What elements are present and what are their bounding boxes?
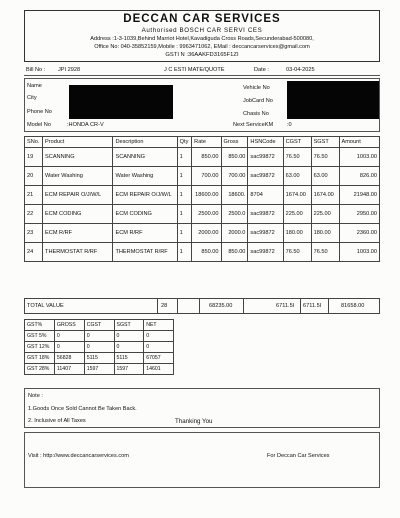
gst-sgst: 5115 — [114, 353, 144, 364]
gst-sgst: 0 — [114, 342, 144, 353]
cell-product: Water Washing — [43, 167, 113, 186]
next-service-label: Next ServiceKM — [233, 122, 274, 128]
cell-amount: 826.00 — [339, 167, 379, 186]
customer-details — [24, 78, 380, 132]
name-label: Name — [27, 83, 42, 89]
gst-header-sgst: SGST — [114, 320, 144, 331]
cell-product: ECM REPAIR O/J/W/L — [43, 186, 113, 205]
gst-row — [25, 342, 174, 353]
gst-net: 0 — [144, 331, 174, 342]
gst-gross: 56828 — [54, 353, 84, 364]
total-row — [24, 298, 380, 314]
cell-amount: 1003.00 — [339, 243, 379, 262]
cell-hsncode: sac99872 — [248, 205, 283, 224]
gst-row — [25, 331, 174, 342]
cell-qty: 1 — [177, 243, 191, 262]
cell-amount: 2950.00 — [339, 205, 379, 224]
table-row — [25, 186, 380, 205]
cell-sno: 23 — [25, 224, 43, 243]
cell-hsncode: sac99872 — [248, 224, 283, 243]
header-qty: Qty — [177, 137, 191, 148]
cell-description: ECM CODING — [113, 205, 177, 224]
cell-rate: 700.00 — [192, 167, 221, 186]
header-rate: Rate — [192, 137, 221, 148]
total-amount: 81658.00 — [341, 303, 365, 309]
cell-hsncode: sac99872 — [248, 243, 283, 262]
cell-qty: 1 — [177, 186, 191, 205]
cell-description: ECM REPAIR O/J/W/L — [113, 186, 177, 205]
cell-cgst: 1674.00 — [283, 186, 311, 205]
cell-hsncode: 8704 — [248, 186, 283, 205]
table-row — [25, 224, 380, 243]
gst-header-net: NET — [144, 320, 174, 331]
cell-description: SCANNING — [113, 148, 177, 167]
cell-gross: 700.00 — [221, 167, 248, 186]
gst-gross: 11407 — [54, 364, 84, 375]
bill-no: JPI 2928 — [58, 67, 81, 73]
gst-gross: 0 — [54, 342, 84, 353]
header-amount: Amount — [339, 137, 379, 148]
cell-product: ECM CODING — [43, 205, 113, 224]
header-description: Description — [113, 137, 177, 148]
gst-row — [25, 364, 174, 375]
total-gross: 68235.00 — [209, 303, 233, 309]
cell-description: Water Washing — [113, 167, 177, 186]
total-label: TOTAL VALUE — [27, 303, 64, 309]
cell-rate: 850.00 — [192, 148, 221, 167]
cell-hsncode: sac99872 — [248, 167, 283, 186]
cell-cgst: 225.00 — [283, 205, 311, 224]
thanking-you: Thanking You — [175, 418, 213, 425]
jobcard-label: JobCard No — [243, 98, 273, 104]
document-type: J C ESTI MATE/QUOTE — [164, 67, 225, 73]
phone-label: Phone No — [27, 109, 52, 115]
gst-net: 0 — [144, 342, 174, 353]
note-line-2: 2. Inclusive of All Taxes — [28, 418, 86, 424]
note-line-1: 1.Goods Once Sold Cannot Be Taken Back. — [28, 406, 137, 412]
items-table — [24, 136, 380, 262]
gst-rate: GST 12% — [25, 342, 55, 353]
cell-cgst: 180.00 — [283, 224, 311, 243]
gst-header-row — [25, 320, 174, 331]
cell-sno: 20 — [25, 167, 43, 186]
total-cgst: 6711.5I — [276, 303, 295, 309]
company-contact: Office No: 040-35852159,Mobile : 9963471062, EMail : deccancarservices@gmail.com — [94, 44, 310, 50]
cell-amount: 1003.00 — [339, 148, 379, 167]
cell-gross: 850.00 — [221, 243, 248, 262]
gst-rate: GST 28% — [25, 364, 55, 375]
model-label: Model No — [27, 122, 51, 128]
gst-cgst: 1597 — [84, 364, 114, 375]
gst-cgst: 0 — [84, 331, 114, 342]
table-row — [25, 205, 380, 224]
cell-rate: 2500.00 — [192, 205, 221, 224]
cell-description: ECM R/RF — [113, 224, 177, 243]
cell-qty: 1 — [177, 205, 191, 224]
cell-sno: 19 — [25, 148, 43, 167]
cell-cgst: 63.00 — [283, 167, 311, 186]
header-sno: SNo. — [25, 137, 43, 148]
total-qty: 28 — [161, 303, 168, 309]
cell-hsncode: sac99872 — [248, 148, 283, 167]
gst-net: 67057 — [144, 353, 174, 364]
cell-gross: 2500.0 — [221, 205, 248, 224]
cell-rate: 850.00 — [192, 243, 221, 262]
cell-qty: 1 — [177, 148, 191, 167]
cell-sgst: 1674.00 — [311, 186, 339, 205]
gst-header-cgst: CGST — [84, 320, 114, 331]
cell-cgst: 76.50 — [283, 148, 311, 167]
company-subtitle: Authorised BOSCH CAR SERVI CES — [141, 27, 263, 34]
cell-sgst: 76.50 — [311, 243, 339, 262]
gst-summary-table — [24, 319, 174, 375]
bill-info-row — [24, 65, 380, 76]
note-title: Note : — [28, 393, 43, 399]
notes-section — [24, 388, 380, 428]
total-sgst: 6711.5I — [303, 303, 322, 309]
items-header-row — [25, 137, 380, 148]
redacted-vehicle-block — [287, 81, 379, 119]
city-label: City — [27, 95, 37, 101]
cell-qty: 1 — [177, 224, 191, 243]
gst-rate: GST 5% — [25, 331, 55, 342]
cell-rate: 18600.00 — [192, 186, 221, 205]
gst-header-rate: GST% — [25, 320, 55, 331]
footer-section — [24, 432, 380, 488]
gst-cgst: 5115 — [84, 353, 114, 364]
cell-amount: 21948.00 — [339, 186, 379, 205]
company-gstin: GSTI N :36AAKFD3165F1ZI — [165, 52, 239, 58]
cell-rate: 2000.00 — [192, 224, 221, 243]
header-sgst: SGST — [311, 137, 339, 148]
date-label: Date : — [254, 67, 269, 73]
gst-gross: 0 — [54, 331, 84, 342]
cell-gross: 850.00 — [221, 148, 248, 167]
cell-sno: 22 — [25, 205, 43, 224]
cell-sgst: 63.00 — [311, 167, 339, 186]
redacted-customer-block — [69, 85, 173, 119]
invoice-header — [24, 10, 380, 62]
table-row — [25, 148, 380, 167]
next-service-value: :0 — [287, 122, 292, 128]
bill-date: 03-04-2025 — [286, 67, 315, 73]
cell-sno: 21 — [25, 186, 43, 205]
bill-no-label: Bill No : — [26, 67, 46, 73]
cell-sno: 24 — [25, 243, 43, 262]
gst-sgst: 1597 — [114, 364, 144, 375]
chassis-label: Chasis No — [243, 111, 269, 117]
gst-row — [25, 353, 174, 364]
gst-cgst: 0 — [84, 342, 114, 353]
cell-cgst: 76.50 — [283, 243, 311, 262]
cell-product: ECM R/RF — [43, 224, 113, 243]
cell-sgst: 180.00 — [311, 224, 339, 243]
cell-sgst: 76.50 — [311, 148, 339, 167]
vehicle-label: Vehicle No — [243, 85, 270, 91]
cell-product: THERMOSTAT R/RF — [43, 243, 113, 262]
cell-description: THERMOSTAT R/RF — [113, 243, 177, 262]
cell-gross: 18600. — [221, 186, 248, 205]
gst-sgst: 0 — [114, 331, 144, 342]
website-text: Visit : http://www.deccancarservices.com — [28, 453, 129, 459]
cell-product: SCANNING — [43, 148, 113, 167]
cell-amount: 2360.00 — [339, 224, 379, 243]
company-name: DECCAN CAR SERVICES — [123, 13, 281, 25]
table-row — [25, 167, 380, 186]
header-gross: Gross — [221, 137, 248, 148]
header-product: Product — [43, 137, 113, 148]
cell-gross: 2000.0 — [221, 224, 248, 243]
header-hsncode: HSNCode — [248, 137, 283, 148]
gst-header-gross: GROSS — [54, 320, 84, 331]
cell-qty: 1 — [177, 167, 191, 186]
gst-rate: GST 18% — [25, 353, 55, 364]
model-value: :HONDA CR-V — [67, 122, 104, 128]
signature-for: For Deccan Car Services — [267, 453, 330, 459]
cell-sgst: 225.00 — [311, 205, 339, 224]
company-address: Address :1-3-1039,Behind Marriot Hotel,Kavadiguda Cross Roads,Secunderabad-500080, — [90, 36, 314, 42]
gst-net: 14601 — [144, 364, 174, 375]
table-row — [25, 243, 380, 262]
header-cgst: CGST — [283, 137, 311, 148]
